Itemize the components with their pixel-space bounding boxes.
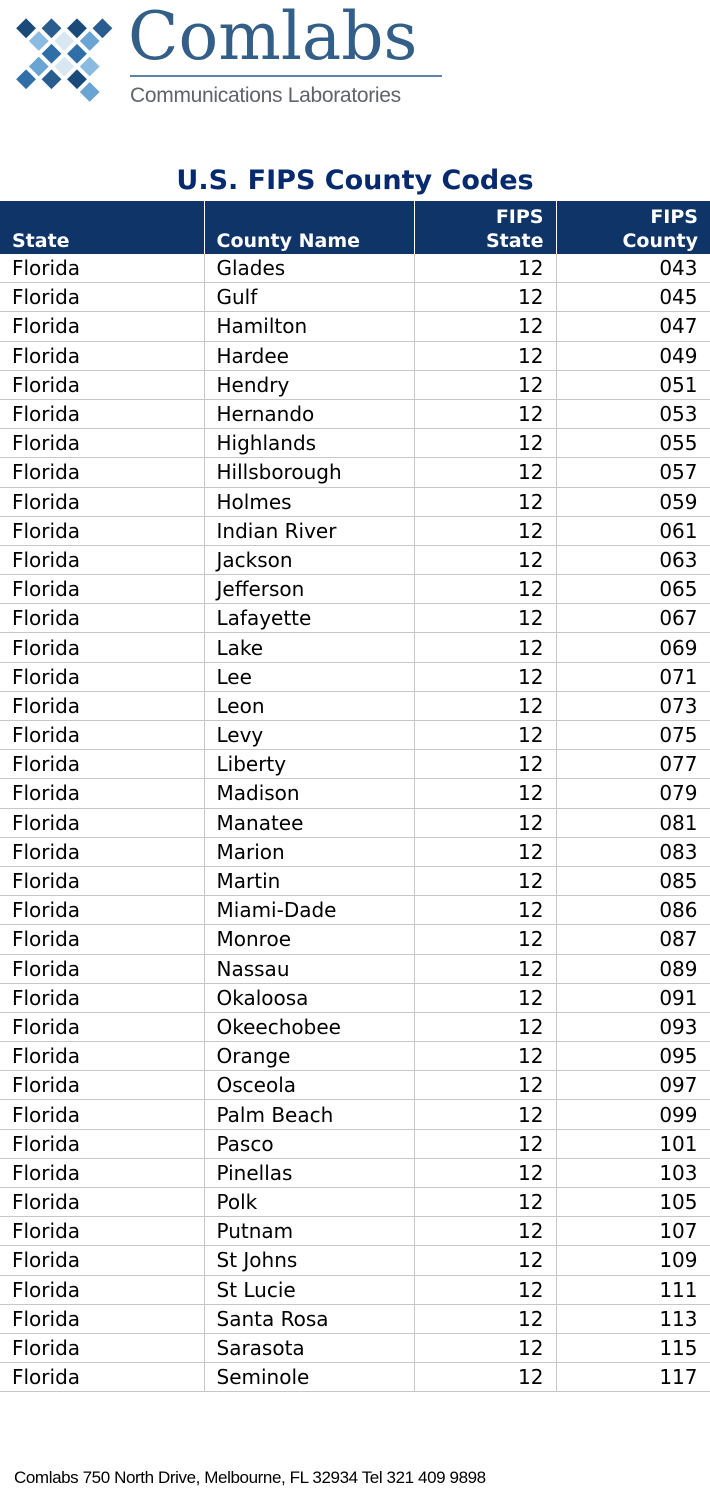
table-row: [0, 1100, 710, 1129]
fips-county-cell: 095: [556, 1042, 710, 1071]
fips-state-cell: 12: [414, 312, 556, 341]
state-cell: Florida: [0, 662, 204, 691]
table-row: [0, 954, 710, 983]
fips-state-cell: 12: [414, 1012, 556, 1041]
table-row: [0, 312, 710, 341]
fips-state-cell: 12: [414, 1071, 556, 1100]
county-name-cell: Sarasota: [204, 1333, 414, 1362]
fips-state-cell: 12: [414, 691, 556, 720]
state-cell: Florida: [0, 866, 204, 895]
county-name-cell: St Johns: [204, 1246, 414, 1275]
county-name-cell: Jefferson: [204, 575, 414, 604]
county-name-cell: Okeechobee: [204, 1012, 414, 1041]
fips-state-cell: 12: [414, 545, 556, 574]
county-name-cell: Okaloosa: [204, 983, 414, 1012]
state-cell: Florida: [0, 341, 204, 370]
county-name-cell: Highlands: [204, 429, 414, 458]
fips-county-cell: 067: [556, 604, 710, 633]
fips-state-cell: 12: [414, 1304, 556, 1333]
state-cell: Florida: [0, 1188, 204, 1217]
fips-county-cell: 061: [556, 516, 710, 545]
table-row: [0, 633, 710, 662]
fips-county-cell: 113: [556, 1304, 710, 1333]
fips-county-cell: 055: [556, 429, 710, 458]
fips-county-cell: 115: [556, 1333, 710, 1362]
table-row: [0, 983, 710, 1012]
county-name-cell: Leon: [204, 691, 414, 720]
state-cell: Florida: [0, 283, 204, 312]
comlabs-logo-mark-icon: [4, 0, 116, 118]
state-cell: Florida: [0, 399, 204, 428]
table-row: [0, 1188, 710, 1217]
fips-state-cell: 12: [414, 516, 556, 545]
fips-county-cell: 117: [556, 1363, 710, 1392]
table-row: [0, 1246, 710, 1275]
fips-county-cell: 071: [556, 662, 710, 691]
county-name-cell: Pinellas: [204, 1158, 414, 1187]
fips-county-cell: 065: [556, 575, 710, 604]
fips-state-cell: 12: [414, 954, 556, 983]
county-name-cell: Lafayette: [204, 604, 414, 633]
fips-county-cell: 075: [556, 721, 710, 750]
logo-wordmark: Comlabs: [128, 0, 418, 75]
state-cell: Florida: [0, 458, 204, 487]
fips-county-cell: 111: [556, 1275, 710, 1304]
state-cell: Florida: [0, 312, 204, 341]
fips-state-cell: 12: [414, 370, 556, 399]
state-cell: Florida: [0, 1217, 204, 1246]
fips-state-cell: 12: [414, 1042, 556, 1071]
fips-county-cell: 069: [556, 633, 710, 662]
fips-state-cell: 12: [414, 487, 556, 516]
state-cell: Florida: [0, 837, 204, 866]
county-name-cell: Monroe: [204, 925, 414, 954]
page-title: U.S. FIPS County Codes: [176, 165, 534, 196]
fips-county-cell: 049: [556, 341, 710, 370]
county-name-cell: Jackson: [204, 545, 414, 574]
fips-state-cell: 12: [414, 575, 556, 604]
fips-county-cell: 109: [556, 1246, 710, 1275]
state-cell: Florida: [0, 429, 204, 458]
table-row: [0, 808, 710, 837]
header-county-name: County Name: [204, 201, 414, 254]
state-cell: Florida: [0, 575, 204, 604]
fips-state-cell: 12: [414, 837, 556, 866]
state-cell: Florida: [0, 1100, 204, 1129]
fips-state-cell: 12: [414, 779, 556, 808]
state-cell: Florida: [0, 1129, 204, 1158]
fips-county-cell: 057: [556, 458, 710, 487]
table-row: [0, 341, 710, 370]
fips-state-cell: 12: [414, 1246, 556, 1275]
county-name-cell: Putnam: [204, 1217, 414, 1246]
footer-address: Comlabs 750 North Drive, Melbourne, FL 32934 Tel 321 409 9898: [14, 1468, 486, 1487]
county-name-cell: Osceola: [204, 1071, 414, 1100]
logo-divider: [130, 75, 442, 77]
fips-state-cell: 12: [414, 1217, 556, 1246]
table-row: [0, 866, 710, 895]
fips-state-cell: 12: [414, 1158, 556, 1187]
state-cell: Florida: [0, 779, 204, 808]
table-row: [0, 1275, 710, 1304]
fips-state-cell: 12: [414, 925, 556, 954]
county-name-cell: Martin: [204, 866, 414, 895]
table-row: [0, 545, 710, 574]
table-row: [0, 575, 710, 604]
fips-county-cell: 051: [556, 370, 710, 399]
table-row: [0, 925, 710, 954]
table-row: [0, 1217, 710, 1246]
fips-state-cell: 12: [414, 341, 556, 370]
table-row: [0, 604, 710, 633]
state-cell: Florida: [0, 983, 204, 1012]
state-cell: Florida: [0, 1304, 204, 1333]
table-row: [0, 662, 710, 691]
fips-county-cell: 077: [556, 750, 710, 779]
state-cell: Florida: [0, 954, 204, 983]
county-name-cell: Lake: [204, 633, 414, 662]
table-row: [0, 399, 710, 428]
table-row: [0, 1012, 710, 1041]
fips-county-cell: 079: [556, 779, 710, 808]
fips-county-cell: 105: [556, 1188, 710, 1217]
table-row: [0, 1333, 710, 1362]
county-name-cell: Hillsborough: [204, 458, 414, 487]
county-name-cell: Lee: [204, 662, 414, 691]
fips-state-cell: 12: [414, 399, 556, 428]
fips-state-cell: 12: [414, 1129, 556, 1158]
fips-state-cell: 12: [414, 604, 556, 633]
fips-state-cell: 12: [414, 983, 556, 1012]
state-cell: Florida: [0, 633, 204, 662]
fips-county-cell: 047: [556, 312, 710, 341]
fips-county-cell: 091: [556, 983, 710, 1012]
state-cell: Florida: [0, 808, 204, 837]
fips-county-cell: 073: [556, 691, 710, 720]
fips-state-cell: 12: [414, 866, 556, 895]
header-fips-county: FIPS County: [556, 201, 710, 254]
county-name-cell: Hardee: [204, 341, 414, 370]
fips-state-cell: 12: [414, 429, 556, 458]
state-cell: Florida: [0, 1275, 204, 1304]
table-row: [0, 1129, 710, 1158]
table-row: [0, 691, 710, 720]
county-name-cell: Indian River: [204, 516, 414, 545]
county-name-cell: Nassau: [204, 954, 414, 983]
fips-county-cell: 086: [556, 896, 710, 925]
table-row: [0, 896, 710, 925]
fips-county-cell: 087: [556, 925, 710, 954]
fips-county-cell: 089: [556, 954, 710, 983]
logo-tagline: Communications Laboratories: [130, 84, 401, 107]
county-name-cell: Polk: [204, 1188, 414, 1217]
state-cell: Florida: [0, 1158, 204, 1187]
fips-county-cell: 045: [556, 283, 710, 312]
state-cell: Florida: [0, 545, 204, 574]
county-name-cell: Hernando: [204, 399, 414, 428]
fips-state-cell: 12: [414, 662, 556, 691]
fips-county-cell: 063: [556, 545, 710, 574]
table-row: [0, 370, 710, 399]
fips-county-cell: 043: [556, 254, 710, 283]
state-cell: Florida: [0, 1333, 204, 1362]
table-row: [0, 429, 710, 458]
table-row: [0, 1071, 710, 1100]
county-name-cell: Levy: [204, 721, 414, 750]
table-row: [0, 1158, 710, 1187]
county-name-cell: Miami-Dade: [204, 896, 414, 925]
fips-county-cell: 081: [556, 808, 710, 837]
table-row: [0, 1304, 710, 1333]
state-cell: Florida: [0, 516, 204, 545]
table-row: [0, 837, 710, 866]
table-row: [0, 283, 710, 312]
comlabs-logo: [4, 0, 444, 120]
state-cell: Florida: [0, 1363, 204, 1392]
fips-state-cell: 12: [414, 808, 556, 837]
county-name-cell: Manatee: [204, 808, 414, 837]
fips-county-cell: 085: [556, 866, 710, 895]
state-cell: Florida: [0, 1071, 204, 1100]
county-name-cell: Pasco: [204, 1129, 414, 1158]
fips-county-cell: 097: [556, 1071, 710, 1100]
fips-county-cell: 053: [556, 399, 710, 428]
header-state: State: [0, 201, 204, 254]
table-row: [0, 1363, 710, 1392]
county-name-cell: Gulf: [204, 283, 414, 312]
state-cell: Florida: [0, 721, 204, 750]
table-row: [0, 1042, 710, 1071]
table-row: [0, 516, 710, 545]
state-cell: Florida: [0, 1012, 204, 1041]
header-fips-state: FIPS State: [414, 201, 556, 254]
fips-state-cell: 12: [414, 750, 556, 779]
table-row: [0, 458, 710, 487]
fips-county-cell: 099: [556, 1100, 710, 1129]
state-cell: Florida: [0, 370, 204, 399]
table-row: [0, 750, 710, 779]
fips-state-cell: 12: [414, 721, 556, 750]
fips-state-cell: 12: [414, 1363, 556, 1392]
county-name-cell: Glades: [204, 254, 414, 283]
state-cell: Florida: [0, 691, 204, 720]
fips-state-cell: 12: [414, 458, 556, 487]
county-name-cell: Liberty: [204, 750, 414, 779]
state-cell: Florida: [0, 1042, 204, 1071]
state-cell: Florida: [0, 487, 204, 516]
state-cell: Florida: [0, 604, 204, 633]
county-name-cell: Hamilton: [204, 312, 414, 341]
fips-county-cell: 103: [556, 1158, 710, 1187]
county-name-cell: Madison: [204, 779, 414, 808]
county-name-cell: Hendry: [204, 370, 414, 399]
table-row: [0, 779, 710, 808]
fips-county-cell: 107: [556, 1217, 710, 1246]
county-name-cell: Seminole: [204, 1363, 414, 1392]
fips-table: [0, 201, 710, 1392]
fips-state-cell: 12: [414, 1100, 556, 1129]
table-row: [0, 721, 710, 750]
fips-state-cell: 12: [414, 283, 556, 312]
fips-state-cell: 12: [414, 1333, 556, 1362]
table-row: [0, 487, 710, 516]
state-cell: Florida: [0, 925, 204, 954]
table-header-row: [0, 201, 710, 254]
county-name-cell: Palm Beach: [204, 1100, 414, 1129]
fips-county-cell: 059: [556, 487, 710, 516]
county-name-cell: Marion: [204, 837, 414, 866]
fips-county-cell: 101: [556, 1129, 710, 1158]
fips-state-cell: 12: [414, 633, 556, 662]
fips-county-cell: 093: [556, 1012, 710, 1041]
state-cell: Florida: [0, 254, 204, 283]
fips-county-cell: 083: [556, 837, 710, 866]
state-cell: Florida: [0, 1246, 204, 1275]
fips-state-cell: 12: [414, 1275, 556, 1304]
fips-state-cell: 12: [414, 1188, 556, 1217]
table-row: [0, 254, 710, 283]
county-name-cell: Santa Rosa: [204, 1304, 414, 1333]
state-cell: Florida: [0, 750, 204, 779]
county-name-cell: Holmes: [204, 487, 414, 516]
fips-state-cell: 12: [414, 896, 556, 925]
county-name-cell: Orange: [204, 1042, 414, 1071]
fips-state-cell: 12: [414, 254, 556, 283]
county-name-cell: St Lucie: [204, 1275, 414, 1304]
state-cell: Florida: [0, 896, 204, 925]
